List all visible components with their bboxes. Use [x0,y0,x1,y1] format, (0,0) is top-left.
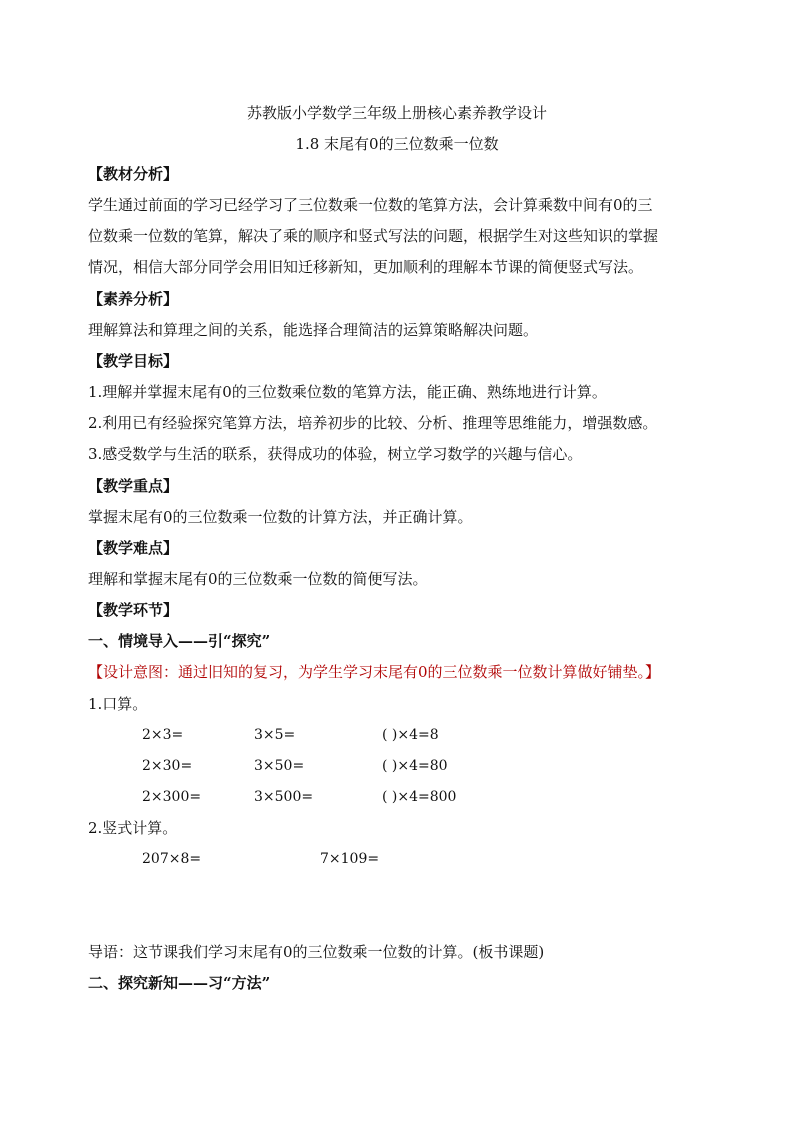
heading-literacy-analysis: 【素养分析】 [88,290,179,308]
heading-teaching-steps: 【教学环节】 [88,601,179,619]
part1-heading: 一、情境导入——引“探究” [88,632,271,650]
document-title: 苏教版小学数学三年级上册核心素养教学设计 [246,104,547,122]
heading-key-points: 【教学重点】 [88,477,179,495]
oral-calc-cell: 3×5= [254,727,296,743]
vertical-calc-label: 2.竖式计算。 [88,819,178,837]
design-intent: 【设计意图：通过旧知的复习，为学生学习末尾有0的三位数乘一位数计算做好铺垫。】 [88,663,661,681]
oral-calc-cell: ( )×4=800 [382,789,457,805]
objective-item: 1.理解并掌握末尾有0的三位数乘位数的笔算方法，能正确、熟练地进行计算。 [88,383,607,401]
oral-calc-cell: 3×50= [254,758,305,774]
vertical-calc-item: 7×109= [320,851,380,867]
oral-calc-label: 1.口算。 [88,695,148,713]
paragraph-line: 情况，相信大部分同学会用旧知迁移新知，更加顺利的理解本节课的简便竖式写法。 [88,258,644,276]
oral-calc-cell: ( )×4=8 [382,727,439,743]
vertical-calc-item: 207×8= [142,851,202,867]
objective-item: 2.利用已有经验探究笔算方法，培养初步的比较、分析、推理等思维能力，增强数感。 [88,414,658,432]
oral-calc-cell: 2×300= [142,789,202,805]
lead-in-text: 导语：这节课我们学习末尾有0的三位数乘一位数的计算。(板书课题) [88,943,545,961]
oral-calc-cell: ( )×4=80 [382,758,448,774]
objective-item: 3.感受数学与生活的联系，获得成功的体验，树立学习数学的兴趣与信心。 [88,445,583,463]
oral-calc-cell: 2×3= [142,727,184,743]
paragraph-line: 位数乘一位数的笔算，解决了乘的顺序和竖式写法的问题，根据学生对这些知识的掌握 [88,227,659,245]
oral-calc-cell: 3×500= [254,789,314,805]
oral-calc-cell: 2×30= [142,758,193,774]
part2-heading: 二、探究新知——习“方法” [88,974,271,992]
heading-teaching-objectives: 【教学目标】 [88,352,179,370]
paragraph-line: 掌握末尾有0的三位数乘一位数的计算方法，并正确计算。 [88,508,473,526]
heading-textbook-analysis: 【教材分析】 [88,165,179,183]
paragraph-line: 理解算法和算理之间的关系，能选择合理简洁的运算策略解决问题。 [88,321,539,339]
lesson-subtitle: 1.8 末尾有0的三位数乘一位数 [295,135,499,153]
heading-difficulties: 【教学难点】 [88,539,179,557]
paragraph-line: 理解和掌握末尾有0的三位数乘一位数的简便写法。 [88,570,428,588]
paragraph-line: 学生通过前面的学习已经学习了三位数乘一位数的笔算方法，会计算乘数中间有0的三 [88,196,653,214]
